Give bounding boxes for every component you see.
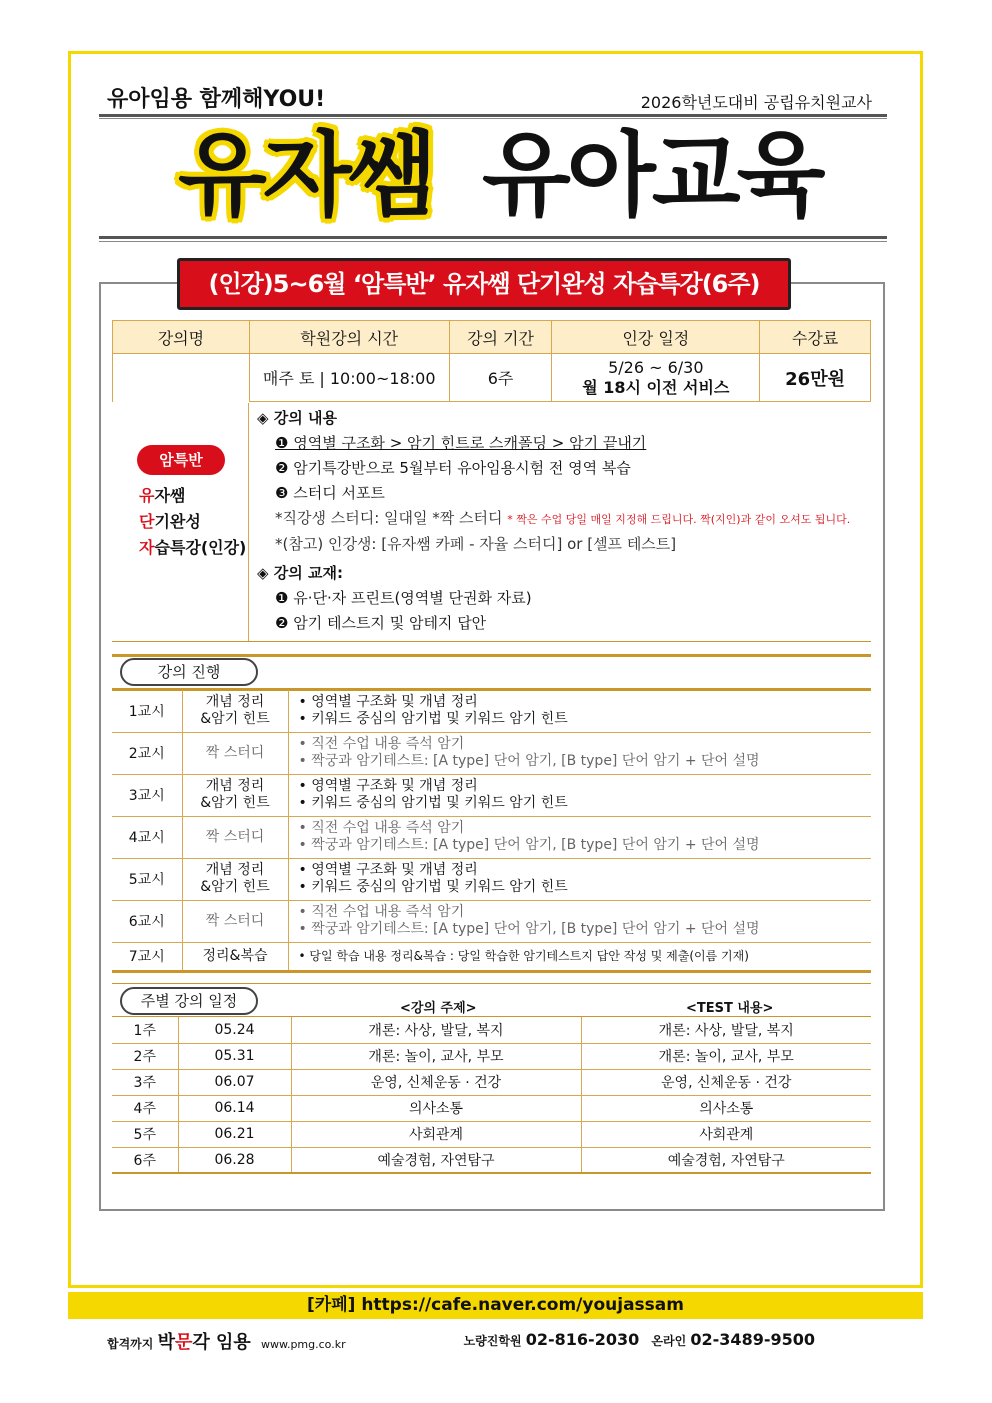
schedule-week: 6주	[112, 1147, 178, 1173]
tuition-fee: 26만원	[760, 354, 871, 402]
material-2: ❷ 암기 테스트지 및 암테지 답안	[275, 614, 487, 632]
noryang-label: 노량진학원	[463, 1334, 522, 1348]
schedule-title: 주별 강의 일정	[120, 987, 258, 1015]
schedule-date: 05.24	[178, 1017, 291, 1043]
schedule-date: 06.21	[178, 1121, 291, 1147]
schedule-week: 1주	[112, 1017, 178, 1043]
schedule-test: 사회관계	[581, 1121, 871, 1147]
course-banner: (인강)5~6월 ‘암특반’ 유자쌤 단기완성 자습특강(6주)	[177, 258, 791, 310]
schedule-topic: 개론: 놀이, 교사, 부모	[291, 1043, 581, 1069]
schedule-test: 예술경험, 자연탐구	[581, 1147, 871, 1173]
detail-line-1: • 직전 수업 내용 즉석 암기	[298, 904, 465, 920]
materials-heading: ◈ 강의 교재:	[257, 564, 343, 582]
progress-top-line	[112, 654, 871, 657]
content-item-3: ❸ 스터디 서포트	[275, 484, 385, 502]
period-cell: 6교시	[112, 900, 182, 942]
detail-line-1: • 직전 수업 내용 즉석 암기	[298, 736, 465, 752]
schedule-date: 06.07	[178, 1069, 291, 1095]
schedule-table	[112, 1017, 871, 1174]
schedule-row	[112, 1147, 871, 1173]
info-header-row	[113, 321, 871, 354]
site-link[interactable]: www.pmg.co.kr	[260, 1338, 346, 1351]
online-label: 온라인	[651, 1334, 687, 1348]
period-cell: 5교시	[112, 858, 182, 900]
class-time: 매주 토 | 10:00~18:00	[249, 354, 449, 402]
header-period: 강의 기간	[449, 321, 552, 354]
progress-row	[112, 732, 871, 774]
topic-cell: 개념 정리 &암기 힌트	[182, 774, 288, 816]
schedule-topic: 의사소통	[291, 1095, 581, 1121]
period-cell: 4교시	[112, 816, 182, 858]
online-phone: 02-3489-9500	[690, 1330, 815, 1349]
schedule-date: 06.14	[178, 1095, 291, 1121]
year-label: 2026학년도대비 공립유치원교사	[640, 93, 872, 112]
topic-cell: 개념 정리 &암기 힌트	[182, 690, 288, 732]
detail-line-1: • 영역별 구조화 및 개념 정리	[298, 778, 478, 794]
course-info-table	[112, 320, 871, 402]
schedule-test: 개론: 사상, 발달, 복지	[581, 1017, 871, 1043]
schedule-week: 2주	[112, 1043, 178, 1069]
course-line-1: 유자쌤	[139, 486, 186, 505]
detail-cell	[288, 858, 871, 900]
progress-row	[112, 900, 871, 942]
online-dates: 5/26 ~ 6/30	[608, 357, 704, 377]
detail-cell	[288, 816, 871, 858]
progress-row	[112, 690, 871, 732]
online-note: *(참고) 인강생: [유자쌤 카페 - 자율 스터디] or [셀프 테스트]	[275, 535, 677, 553]
progress-row	[112, 942, 871, 970]
brand-footer	[107, 1328, 346, 1354]
schedule-week: 5주	[112, 1121, 178, 1147]
detail-cell	[288, 732, 871, 774]
study-note: *직강생 스터디: 일대일 *짝 스터디 * 짝은 수업 당일 매일 지정해 드립니다. 짝(지인)과 같이 오셔도 됩니다.	[275, 509, 851, 527]
schedule-date: 05.31	[178, 1043, 291, 1069]
schedule-topic: 예술경험, 자연탐구	[291, 1147, 581, 1173]
schedule-topic: 사회관계	[291, 1121, 581, 1147]
schedule-header-line	[112, 1016, 871, 1017]
contact-footer	[464, 1330, 815, 1349]
period-cell: 7교시	[112, 942, 182, 970]
progress-row	[112, 858, 871, 900]
header-fee: 수강료	[760, 321, 871, 354]
course-line-2: 단기완성	[139, 512, 201, 531]
topic-cell: 개념 정리 &암기 힌트	[182, 858, 288, 900]
topic-cell: 짝 스터디	[182, 732, 288, 774]
study-note-red: * 짝은 수업 당일 매일 지정해 드립니다. 짝(지인)과 같이 오셔도 됩니다.	[507, 513, 851, 526]
schedule-row	[112, 1095, 871, 1121]
schedule-week: 3주	[112, 1069, 178, 1095]
hero-right: 유아교육	[482, 122, 822, 229]
class-period: 6주	[449, 354, 552, 402]
schedule-row	[112, 1121, 871, 1147]
schedule-col-topic: <강의 주제>	[400, 1001, 477, 1016]
progress-title: 강의 진행	[120, 658, 258, 686]
schedule-topic: 운영, 신체운동 · 건강	[291, 1069, 581, 1095]
schedule-test: 개론: 놀이, 교사, 부모	[581, 1043, 871, 1069]
content-item-2: ❷ 암기특강반으로 5월부터 유아임용시험 전 영역 복습	[275, 459, 631, 477]
info-bottom-line	[112, 641, 871, 642]
detail-line-2: • 키워드 중심의 암기법 및 키워드 암기 힌트	[298, 879, 568, 895]
period-cell: 1교시	[112, 690, 182, 732]
content-item-1: ❶ 영역별 구조화 > 암기 힌트로 스캐폴딩 > 암기 끝내기	[275, 434, 647, 452]
detail-cell	[288, 774, 871, 816]
content-heading: ◈ 강의 내용	[257, 409, 337, 427]
cafe-link[interactable]: [카페] https://cafe.naver.com/youjassam	[68, 1292, 923, 1319]
detail-line-1: • 영역별 구조화 및 개념 정리	[298, 862, 478, 878]
detail-line-1: • 당일 학습 내용 정리&복습 : 당일 학습한 암기테스트지 답안 작성 및 제출(이름 기재)	[298, 948, 749, 963]
schedule-week: 4주	[112, 1095, 178, 1121]
schedule-test: 운영, 신체운동 · 건강	[581, 1069, 871, 1095]
hero-left: 유자쌤	[178, 122, 433, 229]
detail-cell	[288, 942, 871, 970]
hero-divider	[99, 236, 887, 239]
schedule-row	[112, 1043, 871, 1069]
course-badge: 암특반	[137, 445, 225, 475]
topic-cell: 짝 스터디	[182, 816, 288, 858]
schedule-topic: 개론: 사상, 발달, 복지	[291, 1017, 581, 1043]
schedule-row	[112, 1017, 871, 1043]
info-value-row	[113, 354, 871, 402]
course-line-3: 자습특강(인강)	[139, 538, 247, 557]
detail-line-1: • 직전 수업 내용 즉석 암기	[298, 820, 465, 836]
progress-table	[112, 690, 871, 971]
schedule-row	[112, 1069, 871, 1095]
online-schedule	[552, 354, 760, 402]
hero-divider-thin	[99, 241, 887, 242]
course-name-block	[112, 403, 249, 641]
topic-cell: 짝 스터디	[182, 900, 288, 942]
material-1: ❶ 유·단·자 프린트(영역별 단권화 자료)	[275, 589, 532, 607]
detail-line-2: • 키워드 중심의 암기법 및 키워드 암기 힌트	[298, 710, 568, 727]
slogan: 합격까지	[107, 1337, 154, 1351]
schedule-bottom-line	[112, 1172, 871, 1174]
noryang-phone: 02-816-2030	[525, 1330, 640, 1349]
schedule-date: 06.28	[178, 1147, 291, 1173]
course-content	[257, 406, 877, 636]
schedule-test: 의사소통	[581, 1095, 871, 1121]
detail-line-2: • 짝궁과 암기테스트: [A type] 단어 암기, [B type] 단어 암기 + 단어 설명	[298, 837, 760, 853]
progress-bottom-line	[112, 970, 871, 973]
online-service: 월 18시 이전 서비스	[582, 377, 730, 397]
schedule-col-test: <TEST 내용>	[686, 1001, 774, 1016]
period-cell: 3교시	[112, 774, 182, 816]
detail-line-2: • 짝궁과 암기테스트: [A type] 단어 암기, [B type] 단어 암기 + 단어 설명	[298, 753, 760, 769]
course-name-cell	[113, 354, 250, 402]
detail-line-2: • 짝궁과 암기테스트: [A type] 단어 암기, [B type] 단어 암기 + 단어 설명	[298, 921, 760, 937]
brand-logo: 박문각 임용	[157, 1332, 251, 1353]
header-time: 학원강의 시간	[249, 321, 449, 354]
hero-title	[0, 118, 992, 234]
period-cell: 2교시	[112, 732, 182, 774]
schedule-top-line	[112, 983, 871, 984]
header-course-name: 강의명	[113, 321, 250, 354]
detail-cell	[288, 900, 871, 942]
progress-row	[112, 774, 871, 816]
progress-row	[112, 816, 871, 858]
tagline: 유아임용 함께해YOU!	[107, 87, 326, 112]
detail-line-1: • 영역별 구조화 및 개념 정리	[298, 693, 478, 710]
header-divider	[99, 114, 887, 117]
detail-cell	[288, 690, 871, 732]
topic-cell: 정리&복습	[182, 942, 288, 970]
detail-line-2: • 키워드 중심의 암기법 및 키워드 암기 힌트	[298, 795, 568, 811]
header-online: 인강 일정	[552, 321, 760, 354]
